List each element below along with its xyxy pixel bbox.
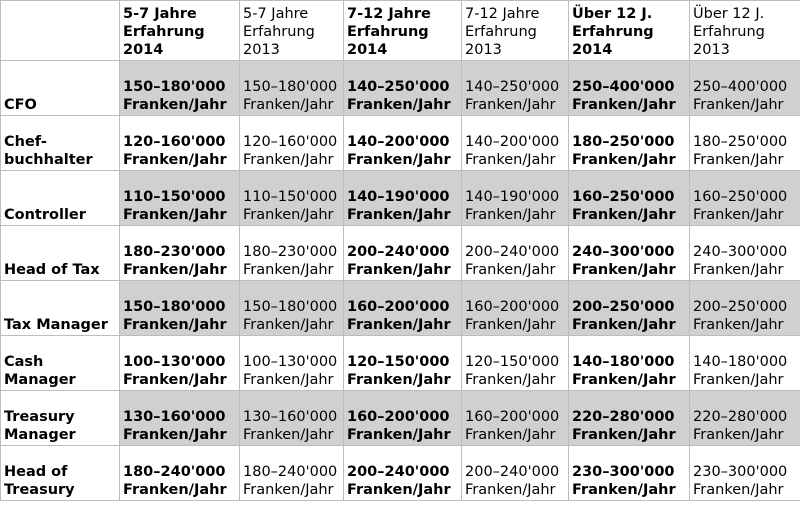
salary-range: 180–230'000 [123,244,226,260]
salary-range: 150–180'000 [123,79,226,95]
salary-cell [462,61,569,116]
salary-unit: Franken/Jahr [123,207,227,223]
salary-range: 180–250'000 [693,134,788,150]
row-header [1,336,120,391]
salary-unit: Franken/Jahr [465,152,556,168]
row-label: Tax Manager [4,317,108,333]
salary-unit: Franken/Jahr [243,152,334,168]
salary-cell [344,281,462,336]
table-row [1,281,800,336]
salary-range: 250–400'000 [572,79,675,95]
row-label: Head of [4,464,68,480]
salary-cell [344,226,462,281]
salary-unit: Franken/Jahr [572,152,676,168]
salary-unit: Franken/Jahr [123,97,227,113]
salary-unit: Franken/Jahr [243,207,334,223]
row-label: Controller [4,207,86,223]
salary-cell [462,116,569,171]
salary-range: 230–300'000 [572,464,675,480]
salary-unit: Franken/Jahr [465,317,556,333]
salary-range: 150–180'000 [243,79,338,95]
column-header: 7-12 Jahre Erfahrung 2014 [344,1,462,61]
salary-range: 180–240'000 [123,464,226,480]
salary-cell [344,116,462,171]
salary-unit: Franken/Jahr [572,207,676,223]
salary-range: 160–200'000 [465,409,560,425]
salary-cell [240,281,344,336]
salary-range: 180–240'000 [243,464,338,480]
salary-cell [240,391,344,446]
salary-range: 150–180'000 [123,299,226,315]
salary-unit: Franken/Jahr [243,317,334,333]
salary-cell [344,446,462,501]
row-header [1,446,120,501]
salary-cell [240,446,344,501]
table-body [1,61,800,501]
salary-unit: Franken/Jahr [347,207,451,223]
salary-cell [344,61,462,116]
row-label: buchhalter [4,152,93,168]
salary-range: 140–190'000 [465,189,560,205]
salary-range: 140–190'000 [347,189,450,205]
salary-unit: Franken/Jahr [123,482,227,498]
salary-cell [462,446,569,501]
salary-range: 120–150'000 [347,354,450,370]
salary-range: 160–200'000 [347,299,450,315]
salary-cell [344,336,462,391]
row-header [1,171,120,226]
salary-unit: Franken/Jahr [243,262,334,278]
salary-unit: Franken/Jahr [465,482,556,498]
salary-cell [690,336,800,391]
table-row [1,336,800,391]
column-header: Über 12 J. Erfahrung 2014 [569,1,690,61]
salary-range: 180–230'000 [243,244,338,260]
salary-cell [120,116,240,171]
salary-cell [344,171,462,226]
salary-range: 100–130'000 [243,354,338,370]
row-label: Treasury [4,482,75,498]
table-row [1,116,800,171]
salary-range: 110–150'000 [243,189,338,205]
salary-range: 130–160'000 [243,409,338,425]
salary-range: 200–250'000 [572,299,675,315]
salary-cell [690,171,800,226]
salary-unit: Franken/Jahr [243,372,334,388]
salary-unit: Franken/Jahr [243,97,334,113]
salary-unit: Franken/Jahr [572,482,676,498]
header-row [1,1,800,61]
salary-range: 220–280'000 [693,409,788,425]
table-row [1,171,800,226]
column-header: 7-12 Jahre Erfahrung 2013 [462,1,569,61]
corner-cell [1,1,120,61]
salary-cell [462,391,569,446]
salary-unit: Franken/Jahr [347,427,451,443]
salary-cell [569,226,690,281]
salary-cell [690,116,800,171]
salary-cell [240,226,344,281]
salary-range: 110–150'000 [123,189,226,205]
salary-cell [344,391,462,446]
salary-cell [462,281,569,336]
salary-unit: Franken/Jahr [347,482,451,498]
salary-cell [120,391,240,446]
salary-unit: Franken/Jahr [572,427,676,443]
table-row [1,61,800,116]
row-label: Manager [4,427,76,443]
salary-cell [240,336,344,391]
salary-range: 180–250'000 [572,134,675,150]
salary-unit: Franken/Jahr [693,207,784,223]
row-header [1,61,120,116]
salary-range: 160–200'000 [465,299,560,315]
salary-cell [569,446,690,501]
salary-range: 130–160'000 [123,409,226,425]
salary-cell [120,281,240,336]
salary-unit: Franken/Jahr [693,262,784,278]
column-header: 5-7 Jahre Erfahrung 2014 [120,1,240,61]
salary-unit: Franken/Jahr [123,372,227,388]
salary-unit: Franken/Jahr [465,372,556,388]
salary-range: 200–240'000 [347,464,450,480]
salary-unit: Franken/Jahr [123,262,227,278]
salary-cell [120,61,240,116]
salary-cell [690,446,800,501]
salary-range: 200–240'000 [347,244,450,260]
salary-range: 200–240'000 [465,244,560,260]
salary-range: 120–160'000 [243,134,338,150]
row-header [1,391,120,446]
salary-unit: Franken/Jahr [123,317,227,333]
row-label: Chef- [4,134,47,150]
salary-cell [120,446,240,501]
salary-unit: Franken/Jahr [347,97,451,113]
salary-range: 140–200'000 [465,134,560,150]
salary-cell [569,171,690,226]
table-row [1,446,800,501]
salary-unit: Franken/Jahr [465,427,556,443]
row-header [1,116,120,171]
salary-unit: Franken/Jahr [572,372,676,388]
salary-cell [240,171,344,226]
salary-range: 240–300'000 [693,244,788,260]
salary-cell [690,391,800,446]
salary-unit: Franken/Jahr [693,427,784,443]
salary-range: 140–200'000 [347,134,450,150]
salary-unit: Franken/Jahr [572,97,676,113]
salary-range: 140–250'000 [465,79,560,95]
salary-cell [462,336,569,391]
salary-range: 200–250'000 [693,299,788,315]
column-header: 5-7 Jahre Erfahrung 2013 [240,1,344,61]
row-label: Treasury [4,409,75,425]
salary-range: 160–250'000 [693,189,788,205]
salary-unit: Franken/Jahr [693,152,784,168]
salary-range: 200–240'000 [465,464,560,480]
salary-range: 160–200'000 [347,409,450,425]
salary-range: 250–400'000 [693,79,788,95]
salary-range: 140–180'000 [572,354,675,370]
salary-cell [690,281,800,336]
salary-range: 240–300'000 [572,244,675,260]
salary-unit: Franken/Jahr [693,317,784,333]
salary-cell [569,116,690,171]
salary-cell [240,116,344,171]
salary-range: 230–300'000 [693,464,788,480]
salary-unit: Franken/Jahr [465,97,556,113]
salary-cell [120,336,240,391]
salary-unit: Franken/Jahr [243,427,334,443]
salary-cell [120,226,240,281]
table-row [1,226,800,281]
salary-range: 120–150'000 [465,354,560,370]
salary-cell [462,171,569,226]
salary-unit: Franken/Jahr [243,482,334,498]
salary-range: 120–160'000 [123,134,226,150]
salary-cell [569,281,690,336]
salary-range: 150–180'000 [243,299,338,315]
salary-cell [462,226,569,281]
salary-unit: Franken/Jahr [347,372,451,388]
salary-unit: Franken/Jahr [347,262,451,278]
salary-cell [569,61,690,116]
column-header: Über 12 J. Erfahrung 2013 [690,1,800,61]
row-label: Cash [4,354,44,370]
salary-unit: Franken/Jahr [693,372,784,388]
row-header [1,281,120,336]
salary-unit: Franken/Jahr [465,207,556,223]
salary-range: 160–250'000 [572,189,675,205]
salary-unit: Franken/Jahr [123,152,227,168]
salary-unit: Franken/Jahr [347,152,451,168]
row-label: Manager [4,372,76,388]
salary-unit: Franken/Jahr [693,482,784,498]
salary-range: 140–180'000 [693,354,788,370]
salary-cell [240,61,344,116]
row-label: Head of Tax [4,262,100,278]
salary-unit: Franken/Jahr [465,262,556,278]
salary-unit: Franken/Jahr [693,97,784,113]
row-label: CFO [4,97,37,113]
salary-range: 100–130'000 [123,354,226,370]
salary-unit: Franken/Jahr [572,262,676,278]
salary-cell [569,391,690,446]
row-header [1,226,120,281]
salary-range: 140–250'000 [347,79,450,95]
salary-unit: Franken/Jahr [347,317,451,333]
salary-cell [120,171,240,226]
salary-unit: Franken/Jahr [123,427,227,443]
salary-cell [569,336,690,391]
salary-cell [690,226,800,281]
salary-range: 220–280'000 [572,409,675,425]
salary-cell [690,61,800,116]
salary-unit: Franken/Jahr [572,317,676,333]
table-row [1,391,800,446]
